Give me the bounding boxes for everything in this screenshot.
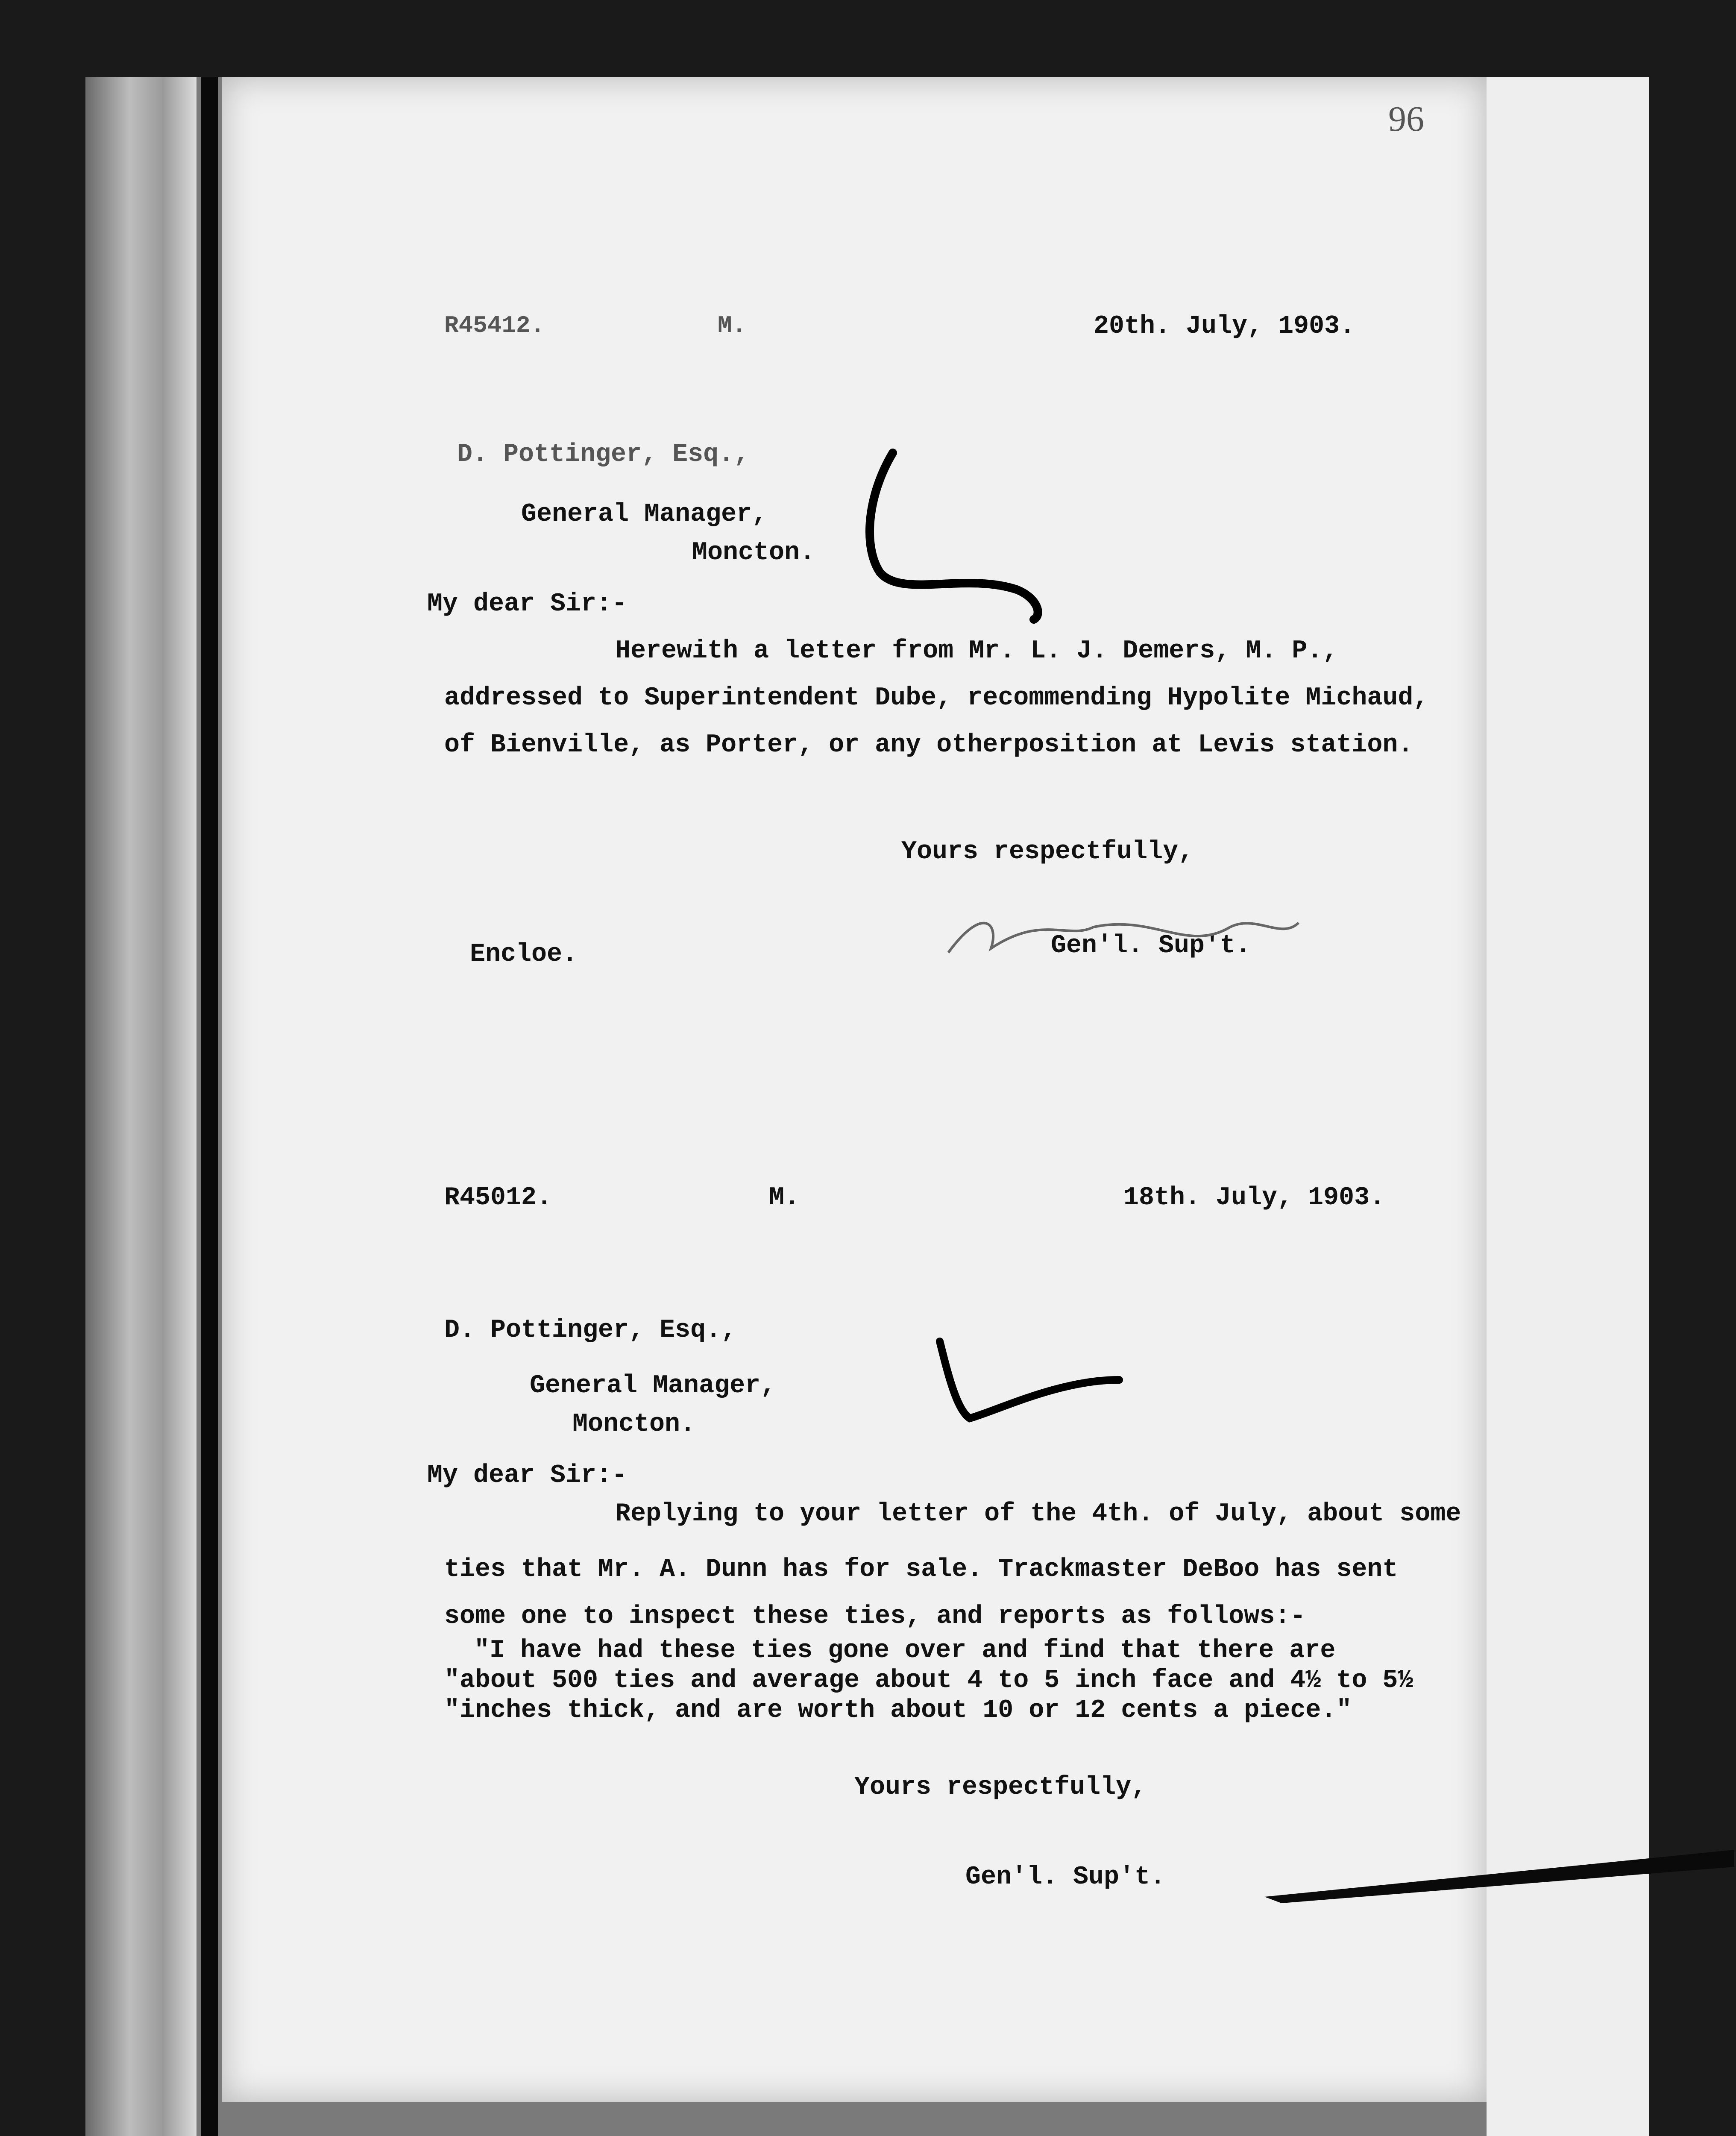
letter1-salutation: My dear Sir:- [427, 590, 628, 619]
letter1-ref: R45412. [444, 312, 545, 339]
letter2-addressee-title: General Manager, [530, 1371, 776, 1400]
letter1-addressee-name: D. Pottinger, Esq., [457, 440, 750, 469]
letter2-quote-line3: "inches thick, and are worth about 10 or 12 cents a piece." [444, 1696, 1352, 1725]
letter1-signature-title: Gen'l. Sup't. [1051, 931, 1251, 960]
letter2-addressee-name: D. Pottinger, Esq., [444, 1316, 737, 1345]
letter1-addressee-title: General Manager, [521, 500, 768, 529]
letter2-body-line1: Replying to your letter of the 4th. of July, about some [615, 1499, 1461, 1529]
letter2-addressee-place: Moncton. [572, 1410, 696, 1439]
page-stack-edge [85, 77, 196, 2136]
letter2-body-line2: ties that Mr. A. Dunn has for sale. Trackmaster DeBoo has sent [444, 1555, 1398, 1584]
binding-shadow [201, 77, 218, 2136]
letter2-initial: M. [769, 1183, 800, 1212]
letter1-date: 20th. July, 1903. [1094, 312, 1355, 341]
signature-scribble-1 [931, 889, 1316, 974]
letter1-initial: M. [718, 312, 747, 339]
letter1-enclosure: Encloe. [470, 940, 578, 969]
letter2-ref: R45012. [444, 1183, 552, 1212]
checkmark-squiggle-2 [931, 1324, 1128, 1435]
letter2-salutation: My dear Sir:- [427, 1461, 628, 1490]
letter1-body-line2: addressed to Superintendent Dube, recommending Hypolite Michaud, [444, 684, 1429, 713]
pen-pointer [1264, 1850, 1734, 1910]
right-margin-paper [1487, 77, 1649, 2136]
letter2-body-line3: some one to inspect these ties, and reports as follows:- [444, 1602, 1306, 1631]
page-number: 96 [1388, 99, 1424, 139]
letter1-addressee-place: Moncton. [692, 538, 815, 567]
letter1-body-line1: Herewith a letter from Mr. L. J. Demers, M. P., [615, 637, 1338, 666]
letter2-date: 18th. July, 1903. [1123, 1183, 1385, 1212]
letter1-closing: Yours respectfully, [901, 837, 1194, 866]
checkmark-squiggle-1 [854, 444, 1059, 624]
letter2-quote-line1: "I have had these ties gone over and find that there are [474, 1636, 1336, 1665]
letter2-signature-title: Gen'l. Sup't. [965, 1863, 1166, 1892]
letter2-quote-line2: "about 500 ties and average about 4 to 5 inch face and 4½ to 5½ [444, 1666, 1413, 1695]
letter1-body-line3: of Bienville, as Porter, or any otherposition at Levis station. [444, 731, 1413, 760]
letter2-closing: Yours respectfully, [854, 1773, 1147, 1802]
